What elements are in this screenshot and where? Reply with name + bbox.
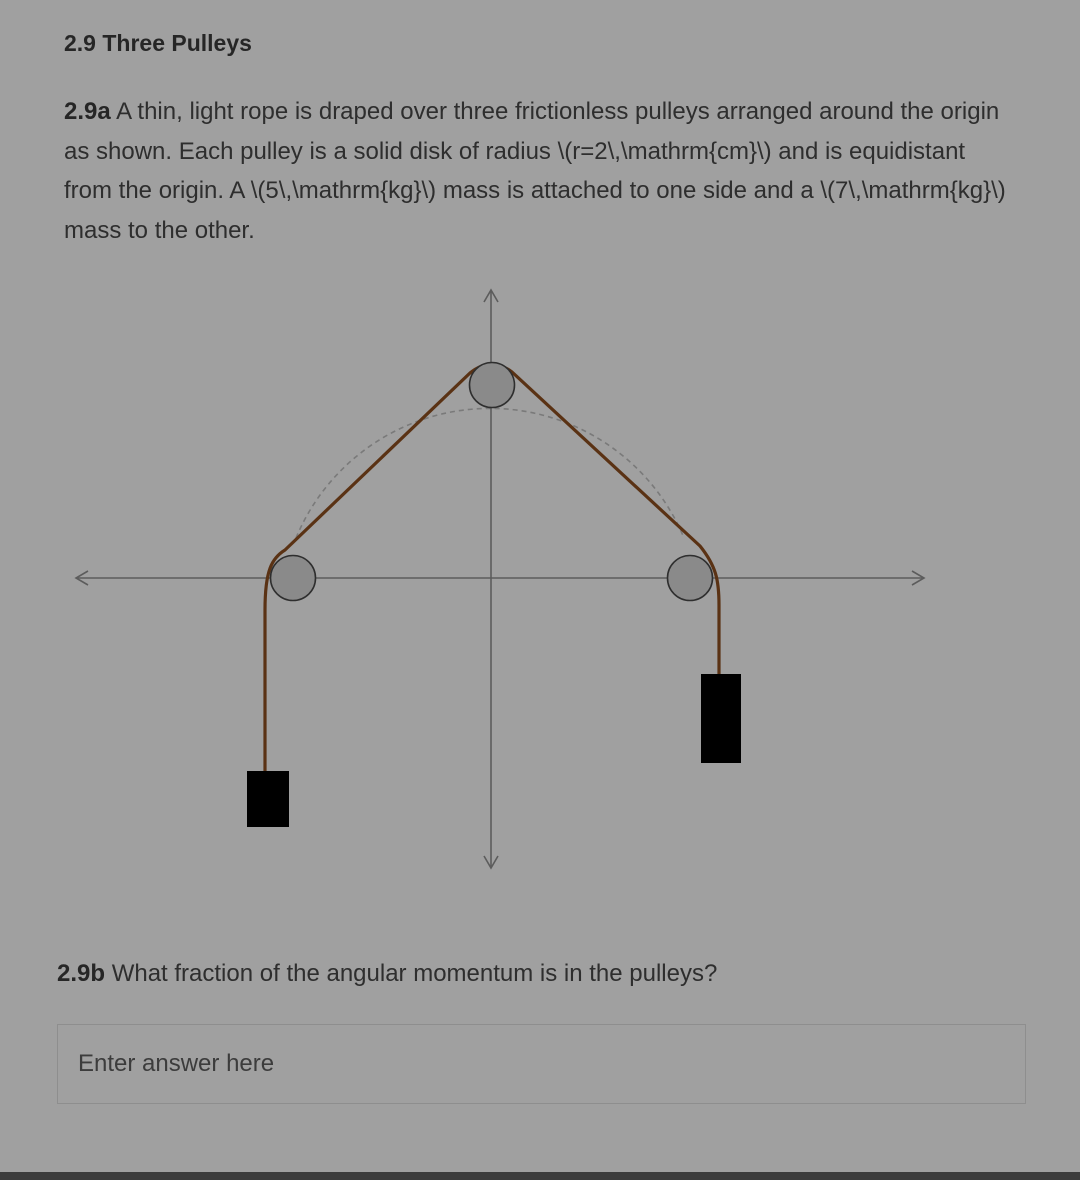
bottom-bar [0, 1172, 1080, 1180]
dashed-orbit-arc [296, 408, 684, 538]
question-statement [57, 956, 717, 992]
answer-input[interactable] [57, 1024, 1026, 1104]
part-a-text: A thin, light rope is draped over three frictionless pulleys arranged around the origin as shown. Each pulley is a solid disk of radius \(r=2\,\mathrm{cm}\) and is equidistant from the origin. A \(5\,\mathrm{kg}\) mass is attached to one side and a \(7\,\mathrm{kg}\) mass to the other. [64, 98, 1006, 244]
right-mass [701, 674, 741, 763]
left-pulley [271, 556, 316, 601]
section-title: 2.9 Three Pulleys [64, 30, 252, 56]
left-mass [247, 771, 289, 827]
part-b-label: 2.9b [57, 960, 106, 987]
rope [265, 364, 719, 772]
part-b-text: What fraction of the angular momentum is in the pulleys? [105, 960, 718, 987]
part-a-label: 2.9a [64, 98, 111, 125]
right-pulley [668, 556, 713, 601]
top-pulley [470, 363, 515, 408]
